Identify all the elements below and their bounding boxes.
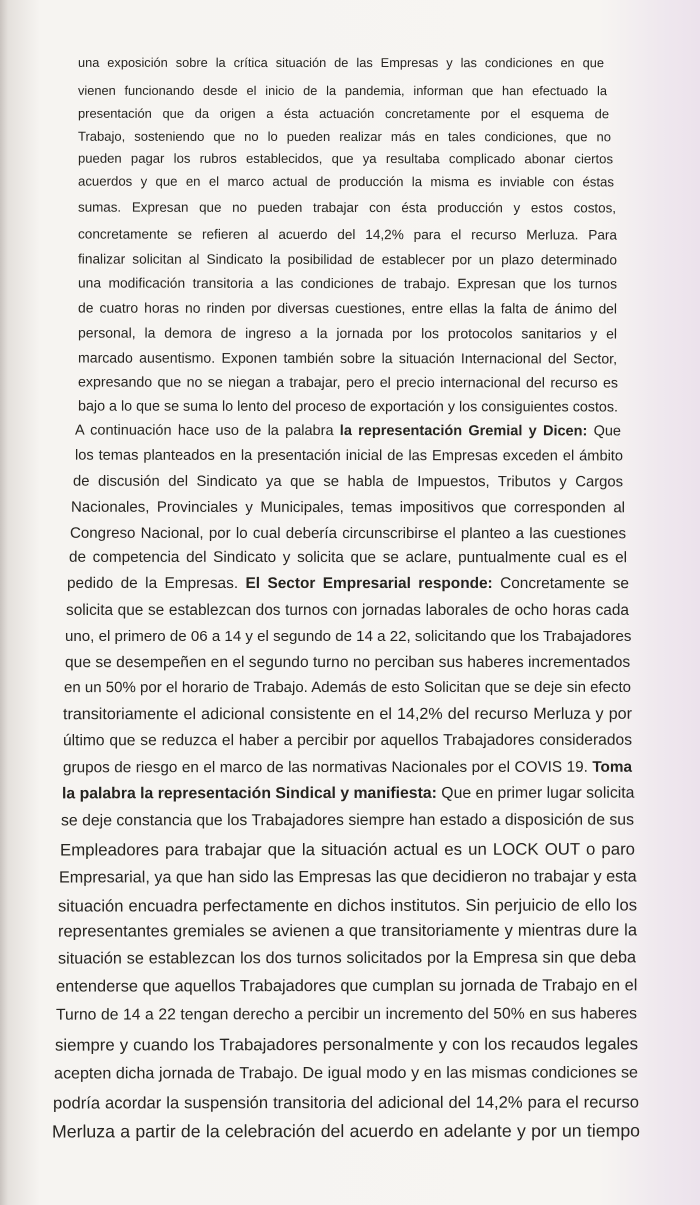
text-line [66,602,629,620]
text-line [65,654,630,673]
text-line [73,474,623,492]
text-line [58,949,636,970]
text-line [78,150,613,166]
text-run: Turno de 14 a 22 tengan derecho a percibir un incremento del 50% en sus haberes [55,1005,638,1024]
text-line [78,299,617,317]
text-run: acuerdos y que en el marco actual de producción la misma es inviable con éstas [77,174,615,190]
bold-heading-text: la representación Gremial y Dicen: [339,423,588,440]
text-line [62,785,633,805]
text-run: Empleadores para trabajar que la situación actual es un LOCK OUT o paro [59,839,636,860]
text-run: representantes gremiales se avienen a que transitoriamente y mientras dure la [57,920,638,941]
text-line [59,867,636,887]
text-run: situación se establezcan los dos turnos solicitados por la Empresa sin que deba [57,948,637,969]
text-line [58,895,637,916]
text-line [56,977,637,998]
text-run: Merluza a partir de la celebración del acuerdo en adelante y por un tiempo [51,1120,641,1142]
text-run: entenderse que aquellos Trabajadores que cumplan su jornada de Trabajo en el [55,976,638,996]
text-run: de cuatro horas no rinden por diversas cuestiones, entre ellas la falta de ánimo del [77,299,618,317]
text-line [78,227,617,244]
bold-heading-text: Toma [592,758,633,776]
text-line [78,128,611,144]
text-run: concretamente se refieren al acuerdo del 14,2% para el recurso Merluza. Para [77,226,618,243]
text-line [78,324,617,342]
text-run: presentación que da origen a ésta actuación concretamente por el esquema de [77,105,610,121]
text-line [78,399,618,417]
text-line [78,174,614,191]
text-run: Trabajo, sosteniendo que no lo pueden realizar más en tales condiciones, que no [77,128,612,144]
text-line [67,575,629,594]
text-run: podría acordar la suspensión transitoria del adicional del 14,2% para el recurso [52,1092,640,1113]
text-line [52,1120,640,1142]
text-run: finalizar solicitan al Sindicato la posibilidad de establecer por un plazo determinado [77,251,618,268]
text-run: se deje constancia que los Trabajadores siempre han estado a disposición de sus [60,811,635,830]
bold-heading-text: El Sector Empresarial responde: [245,575,493,593]
text-line [64,679,631,697]
text-run: los temas planteados en la presentación inicial de las Empresas exceden el ámbito [74,447,624,465]
text-run: grupos de riesgo en el marco de las normativas Nacionales por el COVIS 19. [62,758,593,776]
text-line [78,374,618,392]
text-run: transitoriamente el adicional consistente en el 14,2% del recurso Merluza y por [62,704,633,723]
text-line [69,549,627,568]
text-run: de discusión del Sindicato ya que se habla de Impuestos, Tributos y Cargos [72,473,624,491]
text-run: uno, el primero de 06 a 14 y el segundo de 14 a 22, solicitando que los Trabajadores [64,628,632,646]
text-line [60,840,635,861]
text-run: expresando que no se niegan a trabajar, pero el precio internacional del recurso es [77,374,619,391]
text-run: que se desempeñen en el segundo turno no perciban sus haberes incrementados [64,653,631,672]
text-run: sumas. Expresan que no pueden trabajar con ésta producción y estos costos, [77,199,617,216]
text-line [63,705,632,725]
text-run: A continuación hace uso de la palabra [74,422,340,440]
text-line [78,275,617,292]
text-line [71,498,625,517]
text-line [78,55,604,71]
text-run: siempre y cuando los Trabajadores personalmente y con los recaudos legales [54,1034,639,1055]
text-run: pedido de la Empresas. [66,575,246,593]
text-line [75,423,621,441]
text-run: Concretamente se [492,575,629,593]
text-line [61,812,634,832]
text-run: Nacionales, Provinciales y Municipales, temas impositivos que corresponden al [70,498,626,517]
text-run: Que [587,423,622,440]
text-line [58,921,637,942]
text-line [78,252,617,269]
text-line [78,200,616,217]
text-run: Empresarial, ya que han sido las Empresas las que decidieron no trabajar y esta [58,867,637,887]
text-run: marcado ausentismo. Exponen también sobre la situación Internacional del Sector, [77,349,618,367]
text-run: una modificación transitoria a las condiciones de trabajo. Expresan que los turnos [77,275,618,292]
text-line [63,731,632,750]
text-run: bajo a lo que se suma lo lento del proceso de exportación y los consiguientes costos. [77,398,619,416]
text-line [70,524,626,543]
text-run: vienen funcionando desde el inicio de la pandemia, informan que han efectuado la [77,82,608,99]
text-run: Congreso Nacional, por lo cual debería circunscribirse el planteo a las cuestiones [69,524,627,542]
text-run: solicita que se establezcan dos turnos con jornadas laborales de ocho horas cada [66,602,629,620]
text-line [55,1034,638,1055]
text-line [78,106,609,122]
text-line [78,349,617,367]
text-run: en un 50% por el horario de Trabajo. Además de esto Solicitan que se deje sin efecto [63,678,632,696]
text-run: personal, la demora de ingreso a la jornada por los protocolos sanitarios y el [77,324,618,342]
text-line [54,1063,638,1083]
text-run: último que se reduzca el haber a percibir por aquellos Trabajadores considerados [62,731,633,749]
text-line [78,83,607,99]
text-run: acepten dicha jornada de Trabajo. De igual modo y en las mismas condiciones se [53,1063,639,1083]
bold-heading-text: la palabra la representación Sindical y manifiesta: [61,785,437,803]
text-line [53,1092,639,1113]
text-run: una exposición sobre la crítica situación de las Empresas y las condiciones en que [77,54,605,70]
text-run: de competencia del Sindicato y solicita que se aclare, puntualmente cual es el [68,549,628,567]
text-line [63,758,632,777]
text-run: situación encuadra perfectamente en dichos institutos. Sin perjuicio de ello los [57,895,638,916]
text-run: pueden pagar los rubros establecidos, que ya resultaba complicado abonar ciertos [77,150,614,166]
text-run: Que en primer lugar solicita [436,785,635,803]
text-line [75,448,623,466]
text-line [56,1006,637,1026]
text-line [65,628,630,646]
